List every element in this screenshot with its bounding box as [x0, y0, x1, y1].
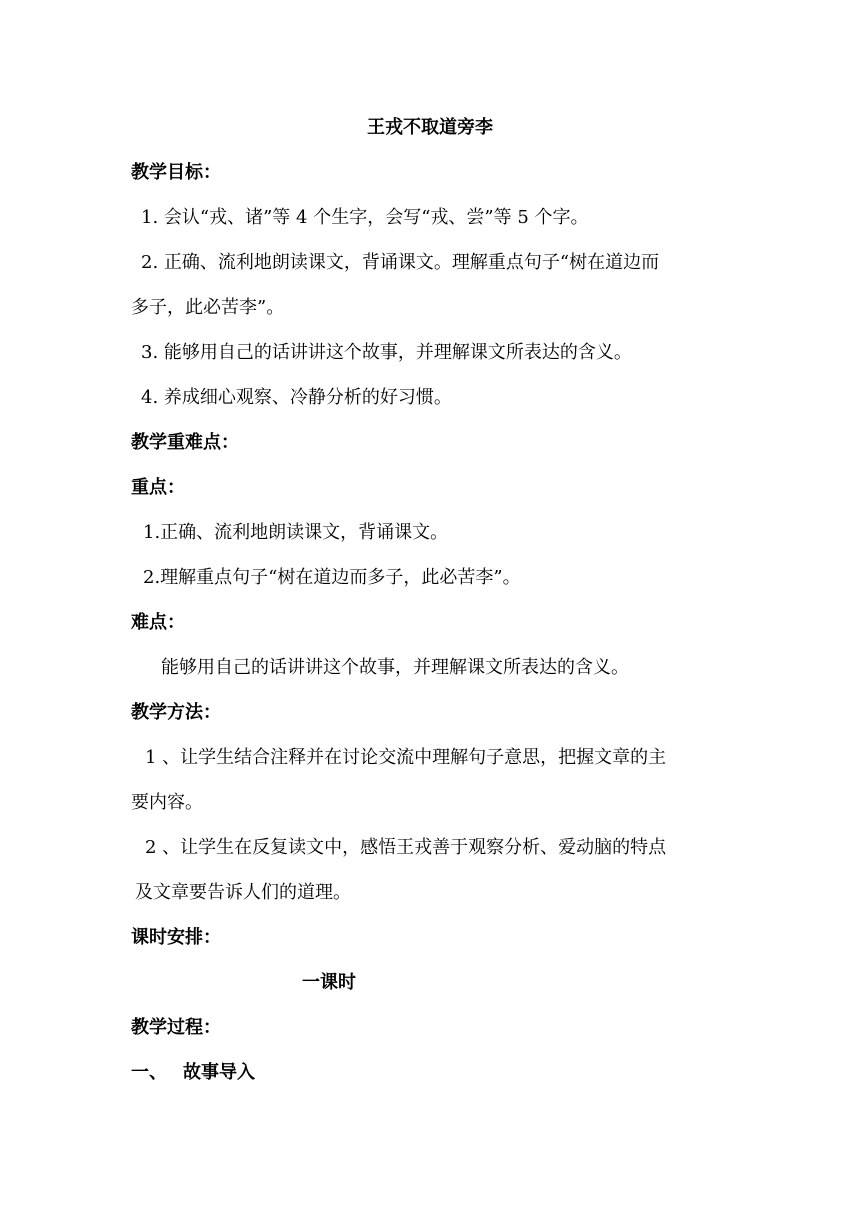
objective-item: 1. 会认“戎、诸”等 4 个生字，会写“戎、尝”等 5 个字。: [141, 207, 589, 228]
schedule-value: 一课时: [302, 972, 356, 993]
method-line-continuation: 及文章要告诉人们的道理。: [135, 882, 351, 903]
objective-item: 3. 能够用自己的话讲讲这个故事，并理解课文所表达的含义。: [141, 342, 632, 363]
method-line-continuation: 要内容。: [131, 792, 203, 813]
methods-heading: 教学方法：: [131, 702, 221, 723]
key-points-heading: 重点：: [131, 477, 185, 498]
key-point-item: 1.正确、流利地朗读课文，背诵课文。: [143, 522, 449, 543]
objective-item: 2. 正确、流利地朗读课文，背诵课文。理解重点句子“树在道边而: [141, 252, 660, 273]
difficult-points-heading: 难点：: [131, 612, 185, 633]
objectives-heading: 教学目标：: [131, 162, 221, 183]
difficult-point-text: 能够用自己的话讲讲这个故事，并理解课文所表达的含义。: [161, 657, 629, 678]
process-step-number: 一、: [131, 1062, 167, 1083]
objective-item-continuation: 多子，此必苦李”。: [131, 297, 285, 318]
process-heading: 教学过程：: [131, 1017, 221, 1038]
schedule-heading: 课时安排：: [131, 927, 221, 948]
objective-item: 4. 养成细心观察、冷静分析的好习惯。: [141, 387, 452, 408]
method-line: 1 、让学生结合注释并在讨论交流中理解句子意思，把握文章的主: [145, 747, 667, 768]
key-point-item: 2.理解重点句子“树在道边而多子，此必苦李”。: [143, 567, 521, 588]
document-title: 王戎不取道旁李: [367, 117, 493, 138]
method-line: 2 、让学生在反复读文中，感悟王戎善于观察分析、爱动脑的特点: [145, 837, 667, 858]
process-step-title: 故事导入: [183, 1062, 255, 1083]
key-difficult-heading: 教学重难点：: [131, 432, 239, 453]
